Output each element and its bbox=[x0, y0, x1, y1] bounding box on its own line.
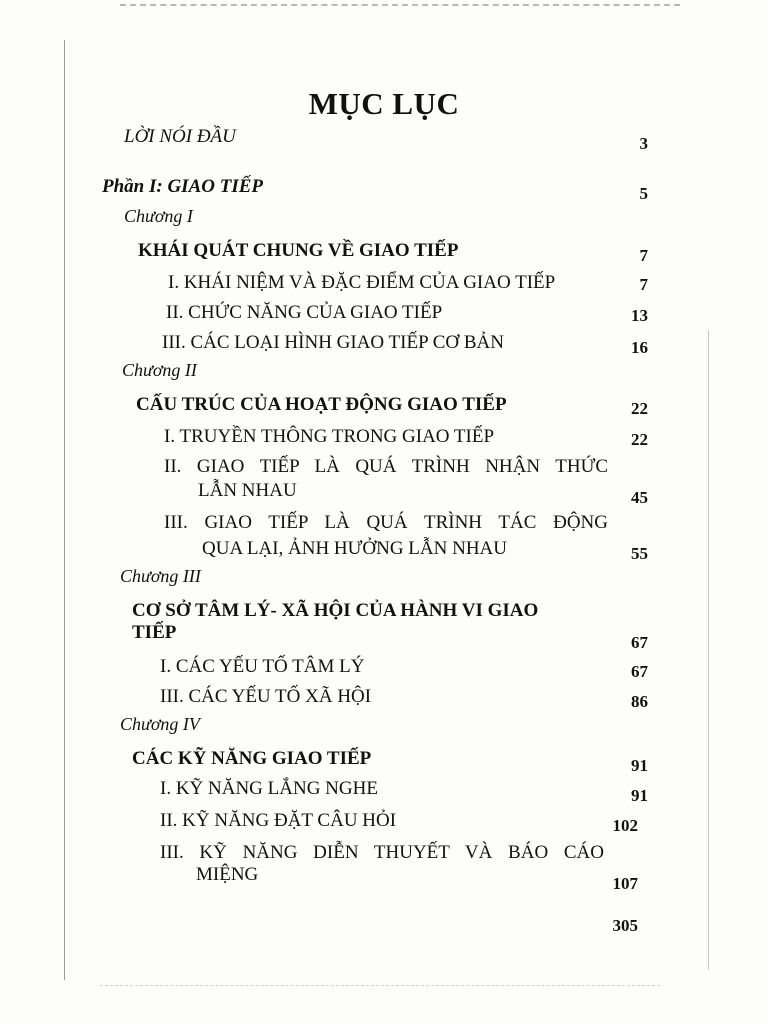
toc-section-continuation: LẪN NHAU bbox=[198, 480, 297, 501]
toc-section: II. KỸ NĂNG ĐẶT CÂU HỎI bbox=[160, 810, 397, 831]
toc-section-continuation: MIỆNG bbox=[196, 864, 259, 885]
page-edge-right bbox=[708, 330, 709, 970]
toc-section: I. KHÁI NIỆM VÀ ĐẶC ĐIỂM CỦA GIAO TIẾP bbox=[168, 272, 556, 293]
toc-section: III. KỸ NĂNG DIỄN THUYẾT VÀ BÁO CÁO bbox=[160, 842, 604, 863]
toc-chapter-title: KHÁI QUÁT CHUNG VỀ GIAO TIẾP bbox=[138, 240, 459, 261]
toc-part-heading: Phần I: GIAO TIẾP bbox=[102, 176, 263, 197]
toc-page-number: 91 bbox=[631, 756, 648, 775]
toc-page-number: 16 bbox=[631, 338, 648, 357]
toc-page-number: 67 bbox=[631, 662, 648, 681]
toc-page-number: 22 bbox=[631, 430, 648, 449]
toc-section: III. CÁC YẾU TỐ XÃ HỘI bbox=[160, 686, 372, 707]
scan-artifact-top bbox=[120, 4, 680, 6]
toc-section: III. GIAO TIẾP LÀ QUÁ TRÌNH TÁC ĐỘNG bbox=[164, 512, 608, 533]
toc-page-number: 91 bbox=[631, 786, 648, 805]
toc-page-number: 7 bbox=[639, 246, 648, 265]
toc-page-number: 67 bbox=[631, 633, 648, 652]
toc-chapter-title-continuation: TIẾP bbox=[132, 622, 177, 643]
toc-page-number: 45 bbox=[631, 488, 648, 507]
toc-chapter-title: CƠ SỞ TÂM LÝ- XÃ HỘI CỦA HÀNH VI GIAO bbox=[132, 600, 539, 621]
toc-page-number: 7 bbox=[639, 275, 648, 294]
toc-page-number: 86 bbox=[631, 692, 648, 711]
toc-page-number: 13 bbox=[631, 306, 648, 325]
toc-page-number: 102 bbox=[612, 816, 638, 835]
toc-page-number: 3 bbox=[639, 134, 648, 153]
toc-section: I. KỸ NĂNG LẮNG NGHE bbox=[160, 778, 378, 799]
page-edge-left bbox=[64, 40, 65, 980]
toc-page-number: 55 bbox=[631, 544, 648, 563]
page-title: MỤC LỤC bbox=[308, 86, 460, 121]
toc-section: II. CHỨC NĂNG CỦA GIAO TIẾP bbox=[166, 302, 443, 323]
scan-artifact-bottom bbox=[100, 985, 660, 986]
toc-page-number: 107 bbox=[612, 874, 638, 893]
toc-preface: LỜI NÓI ĐẦU bbox=[124, 126, 236, 147]
toc-chapter-title: CÁC KỸ NĂNG GIAO TIẾP bbox=[132, 748, 372, 769]
toc-chapter-title: CẤU TRÚC CỦA HOẠT ĐỘNG GIAO TIẾP bbox=[136, 394, 507, 415]
toc-chapter-label: Chương III bbox=[120, 566, 201, 586]
toc-section: I. CÁC YẾU TỐ TÂM LÝ bbox=[160, 656, 365, 677]
toc-page-number: 5 bbox=[639, 184, 648, 203]
page-folio-number: 305 bbox=[612, 916, 638, 935]
toc-chapter-label: Chương I bbox=[124, 206, 193, 226]
toc-section: II. GIAO TIẾP LÀ QUÁ TRÌNH NHẬN THỨC bbox=[164, 456, 608, 477]
toc-page-number: 22 bbox=[631, 399, 648, 418]
toc-chapter-label: Chương IV bbox=[120, 714, 200, 734]
toc-chapter-label: Chương II bbox=[122, 360, 197, 380]
toc-section: I. TRUYỀN THÔNG TRONG GIAO TIẾP bbox=[164, 426, 495, 447]
toc-section-continuation: QUA LẠI, ẢNH HƯỞNG LẪN NHAU bbox=[202, 538, 507, 559]
toc-section: III. CÁC LOẠI HÌNH GIAO TIẾP CƠ BẢN bbox=[162, 332, 504, 353]
